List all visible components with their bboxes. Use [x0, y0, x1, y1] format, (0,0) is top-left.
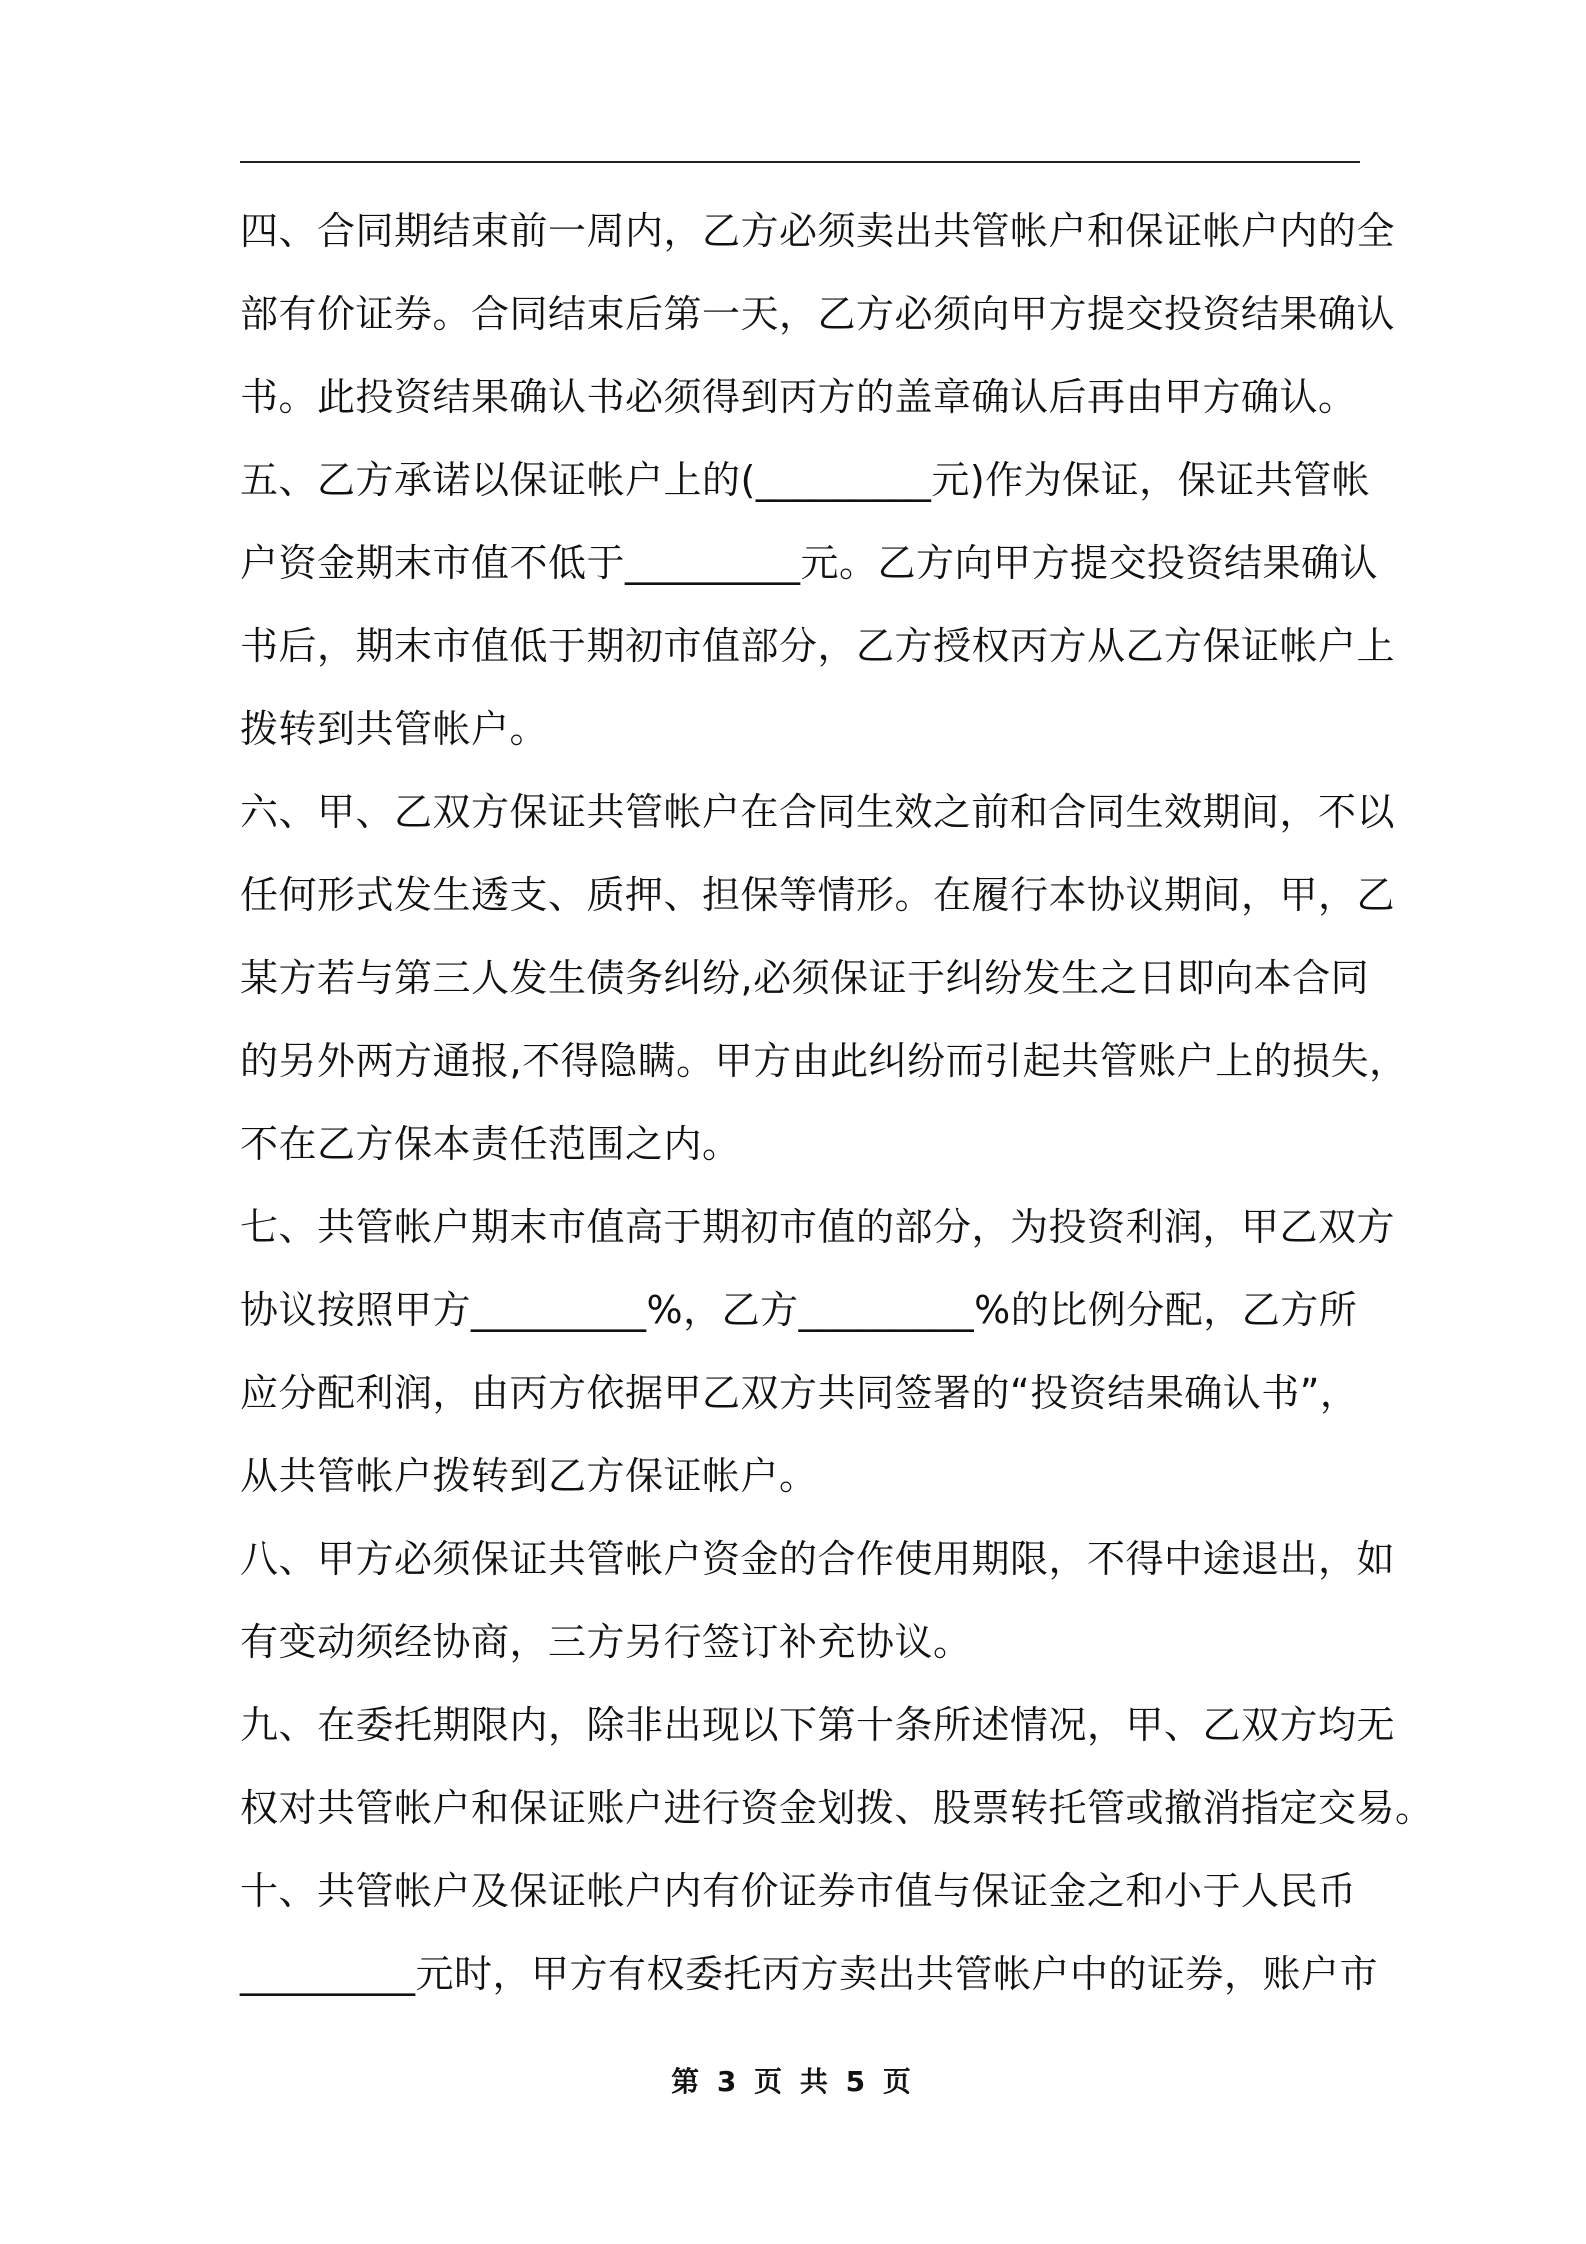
text-line: 某方若与第三人发生债务纠纷,必须保证于纠纷发生之日即向本合同: [240, 956, 1370, 1000]
text-line: 书。此投资结果确认书必须得到丙方的盖章确认后再由甲方确认。: [240, 375, 1357, 419]
text-line: 从共管帐户拨转到乙方保证帐户。: [240, 1454, 818, 1498]
text-line: 协议按照甲方_________%，乙方_________%的比例分配，乙方所: [240, 1288, 1358, 1332]
contract-body: [240, 196, 1434, 2022]
text-line: _________元时，甲方有权委托丙方卖出共管帐户中的证券，账户市: [240, 1952, 1379, 1996]
text-line: 八、甲方必须保证共管帐户资金的合作使用期限，不得中途退出，如: [240, 1537, 1396, 1581]
page-number: 第 3 页 共 5 页: [671, 2065, 915, 2098]
text-line: 的另外两方通报,不得隐瞒。甲方由此纠纷而引起共管账户上的损失，: [240, 1039, 1408, 1083]
text-line: 九、在委托期限内，除非出现以下第十条所述情况，甲、乙双方均无: [240, 1703, 1396, 1747]
text-line: 任何形式发生透支、质押、担保等情形。在履行本协议期间，甲，乙: [240, 873, 1396, 917]
text-line: 不在乙方保本责任范围之内。: [240, 1122, 741, 1166]
header-rule: [240, 161, 1360, 163]
text-line: 有变动须经协商，三方另行签订补充协议。: [240, 1620, 972, 1664]
text-line: 七、共管帐户期末市值高于期初市值的部分，为投资利润，甲乙双方: [240, 1205, 1396, 1249]
text-line: 户资金期末市值不低于_________元。乙方向甲方提交投资结果确认: [240, 541, 1379, 585]
text-line: 权对共管帐户和保证账户进行资金划拨、股票转托管或撤消指定交易。: [240, 1786, 1434, 1830]
text-line: 四、合同期结束前一周内，乙方必须卖出共管帐户和保证帐户内的全: [240, 209, 1396, 253]
text-line: 五、乙方承诺以保证帐户上的(_________元)作为保证，保证共管帐: [240, 458, 1371, 502]
text-line: 六、甲、乙双方保证共管帐户在合同生效之前和合同生效期间，不以: [240, 790, 1396, 834]
text-line: 十、共管帐户及保证帐户内有价证券市值与保证金之和小于人民币: [240, 1869, 1357, 1913]
text-line: 应分配利润，由丙方依据甲乙双方共同签署的“投资结果确认书”，: [240, 1371, 1359, 1415]
text-line: 书后，期末市值低于期初市值部分，乙方授权丙方从乙方保证帐户上: [240, 624, 1396, 668]
text-line: 拨转到共管帐户。: [240, 707, 549, 751]
text-line: 部有价证券。合同结束后第一天，乙方必须向甲方提交投资结果确认: [240, 292, 1396, 336]
